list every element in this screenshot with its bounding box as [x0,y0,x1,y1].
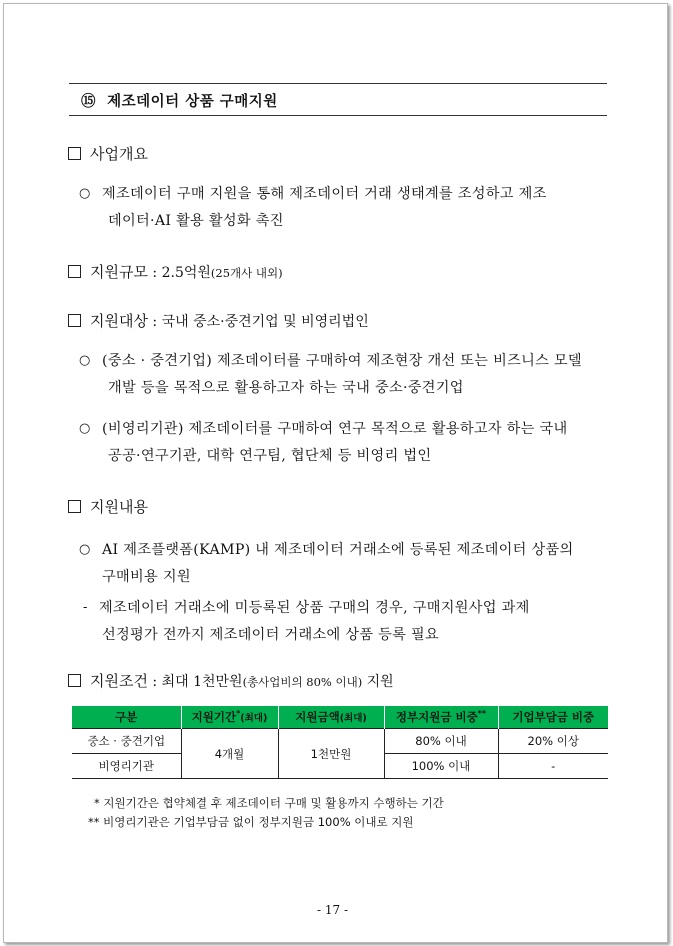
content-dash-line-2: 선정평가 전까지 제조데이터 거래소에 상품 등록 필요 [102,627,439,643]
dash-bullet-icon: - [83,600,88,615]
header-company-ratio: 기업부담금 비중 [498,706,608,729]
row-category: 비영리기관 [72,754,181,779]
table-row [72,729,608,754]
title-bottom-rule [69,115,607,116]
support-table [72,706,608,779]
scale-note: (25개사 내외) [210,266,283,280]
amount-cell: 1천만원 [278,729,384,779]
checkbox-square-icon [68,674,81,687]
section-number: ⑮ [81,94,96,110]
overview-text-line-2: 데이터·AI 활용 활성화 촉진 [108,213,284,229]
conditions-note: (총사업비의 80% 이내) [242,675,363,689]
content-bullet-line-1: AI 제조플랫폼(KAMP) 내 제조데이터 거래소에 등록된 제조데이터 상품의 [102,542,574,558]
checkbox-square-icon [68,147,81,160]
overview-text-line-1: 제조데이터 구매 지원을 통해 제조데이터 거래 생태계를 조성하고 제조 [102,186,547,202]
header-category: 구분 [72,706,181,729]
footnote-2: ** 비영리기관은 기업부담금 없이 정부지원금 100% 이내로 지원 [88,815,414,829]
content-bullet-line-2: 구매비용 지원 [102,569,191,585]
circle-bullet-icon: ○ [79,542,91,557]
row-company-ratio: - [498,754,608,779]
content-dash-line-1: 제조데이터 거래소에 미등록된 상품 구매의 경우, 구매지원사업 과제 [99,600,530,616]
page-number: - 17 - [317,903,349,917]
row-gov-ratio: 100% 이내 [384,754,498,779]
target-item-2-line-2: 공공·연구기관, 대학 연구팀, 협단체 등 비영리 법인 [108,448,432,464]
table-header-row [72,706,608,729]
checkbox-square-icon [68,500,81,513]
scale-heading: 지원규모 : 2.5억원(25개사 내외) [68,261,283,282]
checkbox-square-icon [68,314,81,327]
circle-bullet-icon: ○ [79,353,91,368]
target-item-1-line-1: (중소 · 중견기업) 제조데이터를 구매하여 제조현장 개선 또는 비즈니스 모델 [102,353,582,369]
overview-heading: 사업개요 [68,143,148,164]
content-heading: 지원내용 [68,496,148,517]
target-heading: 지원대상 : 국내 중소·중견기업 및 비영리법인 [68,310,369,331]
conditions-value: : 최대 1천만원 [147,674,243,690]
scale-value: : 2.5억원 [147,265,211,281]
document-page [3,3,668,943]
circle-bullet-icon: ○ [79,186,91,201]
target-value: : 국내 중소·중견기업 및 비영리법인 [147,314,369,330]
target-item-1-line-2: 개발 등을 목적으로 활용하고자 하는 국내 중소·중견기업 [108,380,464,396]
header-gov-ratio: 정부지원금 비중** [384,706,498,729]
circle-bullet-icon: ○ [79,421,91,436]
header-amount: 지원금액(최대) [278,706,384,729]
row-category: 중소 · 중견기업 [72,729,181,754]
conditions-heading: 지원조건 : 최대 1천만원(총사업비의 80% 이내) 지원 [68,670,394,691]
target-item-2-line-1: (비영리기관) 제조데이터를 구매하여 연구 목적으로 활용하고자 하는 국내 [102,421,568,437]
period-cell: 4개월 [181,729,278,779]
row-gov-ratio: 80% 이내 [384,729,498,754]
title-top-rule [69,83,607,84]
conditions-value-end: 지원 [362,674,394,690]
footnote-1: * 지원기간은 협약체결 후 제조데이터 구매 및 활용까지 수행하는 기간 [94,796,444,810]
section-title-text: 제조데이터 상품 구매지원 [107,94,278,110]
section-title [81,90,278,111]
row-company-ratio: 20% 이상 [498,729,608,754]
checkbox-square-icon [68,265,81,278]
header-period: 지원기간*(최대) [181,706,278,729]
